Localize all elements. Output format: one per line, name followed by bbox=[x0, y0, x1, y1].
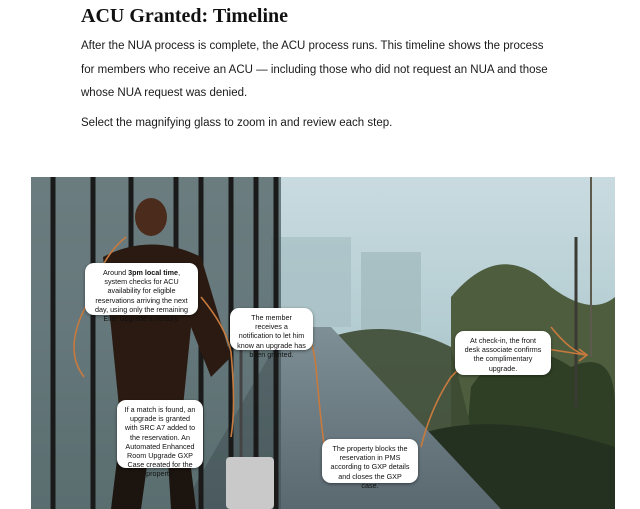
instruction-text: Select the magnifying glass to zoom in and review each step. bbox=[81, 117, 393, 129]
step-5-text: At check-in, the front desk associate confirms the complimentary upgrade. bbox=[464, 336, 542, 373]
step-1-prefix: Around bbox=[102, 268, 129, 277]
step-1-time: 3pm local time bbox=[128, 268, 179, 277]
page-title: ACU Granted: Timeline bbox=[81, 5, 289, 27]
timeline-step-2 bbox=[117, 400, 203, 479]
timeline-step-1 bbox=[85, 263, 198, 324]
timeline-photo bbox=[31, 177, 615, 509]
timeline-step-5 bbox=[455, 331, 551, 375]
step-2-text: If a match is found, an upgrade is granted with SRC A7 added to the reservation. An Automated Enhanced Room Upgrade GXP Case created for the property. bbox=[124, 405, 196, 479]
timeline-step-3 bbox=[230, 308, 313, 359]
step-4-text: The property blocks the reservation in PMS according to GXP details and closes the GXP case. bbox=[330, 444, 410, 490]
step-1-text: , system checks for ACU availability for eligible reservations arriving the next day, using only the remaining Elite Upgrade inventory. bbox=[95, 268, 188, 324]
step-3-text: The member receives a notification to let him know an upgrade has been granted. bbox=[237, 313, 306, 359]
timeline-step-4 bbox=[322, 439, 418, 490]
intro-paragraph: After the NUA process is complete, the ACU process runs. This timeline shows the process for members who receive an ACU — including those who did not request an NUA and those whose NUA request was denied. bbox=[81, 40, 548, 99]
